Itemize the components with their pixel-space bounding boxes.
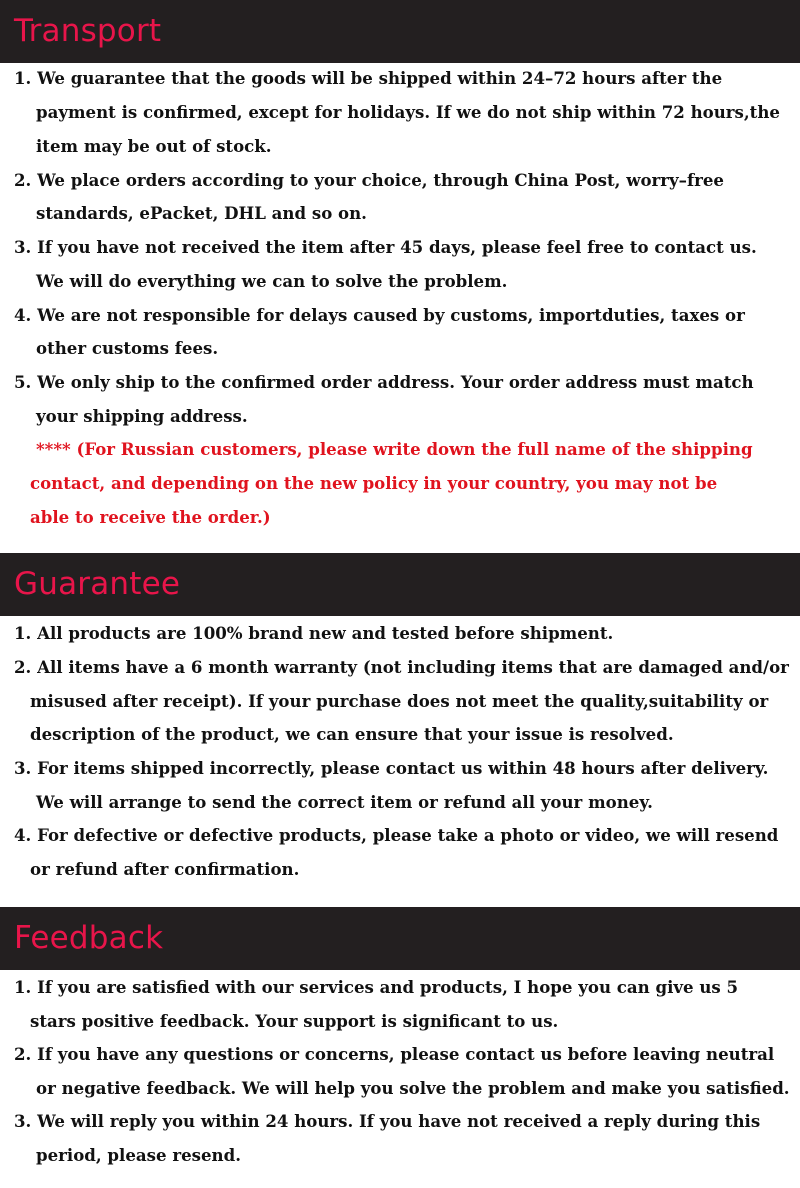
feedback-section: [0, 907, 800, 1188]
guarantee-item-2-line-3: description of the product, we can ensure that your issue is resolved.: [30, 724, 674, 744]
feedback-banner: [0, 907, 800, 970]
russian-notice-line-2: contact, and depending on the new policy in your country, you may not be: [30, 473, 718, 493]
guarantee-banner: [0, 553, 800, 616]
feedback-title: Feedback: [14, 920, 164, 956]
transport-item-5-line-1: 5. We only ship to the confirmed order address. Your order address must match: [14, 372, 754, 392]
transport-item-5-line-2: your shipping address.: [36, 406, 248, 426]
transport-section: [0, 0, 800, 540]
transport-item-3-line-2: We will do everything we can to solve the problem.: [36, 271, 508, 291]
feedback-item-1-line-2: stars positive feedback. Your support is significant to us.: [30, 1011, 559, 1031]
guarantee-item-4-line-2: or refund after confirmation.: [30, 859, 300, 879]
guarantee-item-2-line-1: 2. All items have a 6 month warranty (not including items that are damaged and/or: [14, 657, 789, 677]
feedback-item-2-line-1: 2. If you have any questions or concerns, please contact us before leaving neutral: [14, 1044, 775, 1064]
guarantee-item-2-line-2: misused after receipt). If your purchase does not meet the quality,suitability or: [30, 691, 769, 711]
transport-item-3-line-1: 3. If you have not received the item after 45 days, please feel free to contact us.: [14, 237, 757, 257]
feedback-item-1-line-1: 1. If you are satisfied with our services and products, I hope you can give us 5: [14, 977, 739, 997]
guarantee-title: Guarantee: [14, 566, 181, 602]
feedback-item-3-line-2: period, please resend.: [36, 1145, 241, 1165]
transport-item-2-line-1: 2. We place orders according to your choice, through China Post, worry–free: [14, 170, 724, 190]
guarantee-item-3-line-2: We will arrange to send the correct item or refund all your money.: [36, 792, 653, 812]
transport-item-1-line-3: item may be out of stock.: [36, 136, 272, 156]
russian-notice-line-1: **** (For Russian customers, please write down the full name of the shipping: [36, 439, 753, 459]
feedback-item-3-line-1: 3. We will reply you within 24 hours. If you have not received a reply during this: [14, 1111, 761, 1131]
transport-item-4-line-1: 4. We are not responsible for delays caused by customs, importduties, taxes or: [14, 305, 745, 325]
russian-notice-line-3: able to receive the order.): [30, 507, 271, 527]
transport-banner: [0, 0, 800, 63]
guarantee-item-1-line-1: 1. All products are 100% brand new and tested before shipment.: [14, 623, 614, 643]
transport-item-2-line-2: standards, ePacket, DHL and so on.: [36, 203, 367, 223]
guarantee-item-3-line-1: 3. For items shipped incorrectly, please contact us within 48 hours after delivery.: [14, 758, 769, 778]
transport-item-1-line-1: 1. We guarantee that the goods will be shipped within 24–72 hours after the: [14, 68, 723, 88]
transport-title: Transport: [14, 13, 162, 49]
guarantee-section: [0, 553, 800, 893]
feedback-item-2-line-2: or negative feedback. We will help you solve the problem and make you satisfied.: [36, 1078, 790, 1098]
transport-item-4-line-2: other customs fees.: [36, 338, 219, 358]
transport-item-1-line-2: payment is confirmed, except for holidays. If we do not ship within 72 hours,the: [36, 102, 780, 122]
guarantee-item-4-line-1: 4. For defective or defective products, please take a photo or video, we will resend: [14, 825, 779, 845]
